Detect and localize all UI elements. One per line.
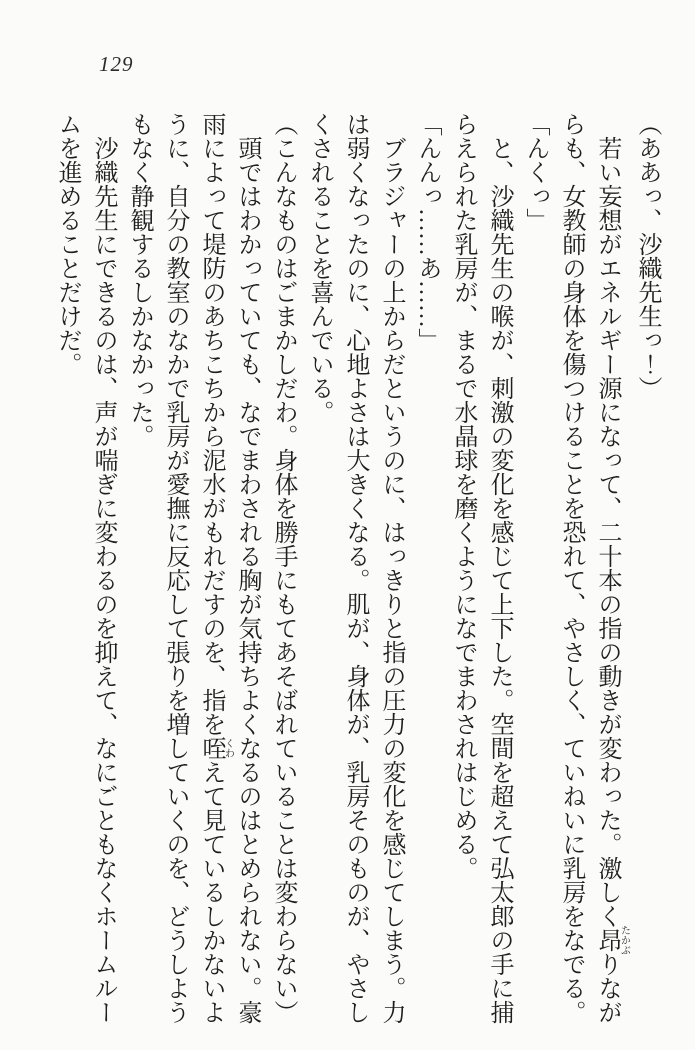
paragraph: ブラジャーの上からだというのに、はっきりと指の圧力の変化を感じてしまう。力は弱くなったのに、心地よさは大きくなる。肌が、身体が、乳房そのものが、やさしくされることを喜んでいる。: [306, 112, 404, 1024]
furigana: 昂たかぶ: [594, 925, 630, 955]
paragraph: 若い妄想がエネルギー源になって、二十本の指の動きが変わった。激しく昂たかぶりながらも、女教師の身体を傷つけることを恐れて、やさしく、ていねいに乳房をなでる。: [558, 112, 630, 1024]
paragraph: （こんなものはごまかしだわ。身体を勝手にもてあそばれていることは変わらない）: [270, 112, 296, 1024]
paragraph: 頭ではわかっていても、なでまわされる胸が気持ちよくなるのはとめられない。豪雨によって堤防のあちこちから泥水がもれだすのを、指を咥くわえて見ているしかないように、自分の教室のなかで乳房が愛撫に反応して張りを増していくのを、どうしようもなく静観するしかなかった。: [126, 112, 260, 1024]
paragraph: と、沙織先生の喉が、刺激の変化を感じて上下した。空間を超えて弘太郎の手に捕らえられた乳房が、まるで水晶球を磨くようになでまわされはじめる。: [450, 112, 512, 1024]
page-text: [49, 112, 665, 1030]
furigana: 咥くわ: [198, 736, 234, 760]
paragraph: 沙織先生にできるのは、声が喘ぎに変わるのを抑えて、なにごともなくホームルームを進めることだけだ。: [54, 112, 116, 1024]
page-number: 129: [99, 52, 134, 76]
paragraph: 「んくっ」: [522, 112, 548, 232]
paragraph: 「んんっ……あ……」: [414, 112, 440, 352]
paragraph: （ああっ、沙織先生っ！）: [634, 112, 660, 400]
